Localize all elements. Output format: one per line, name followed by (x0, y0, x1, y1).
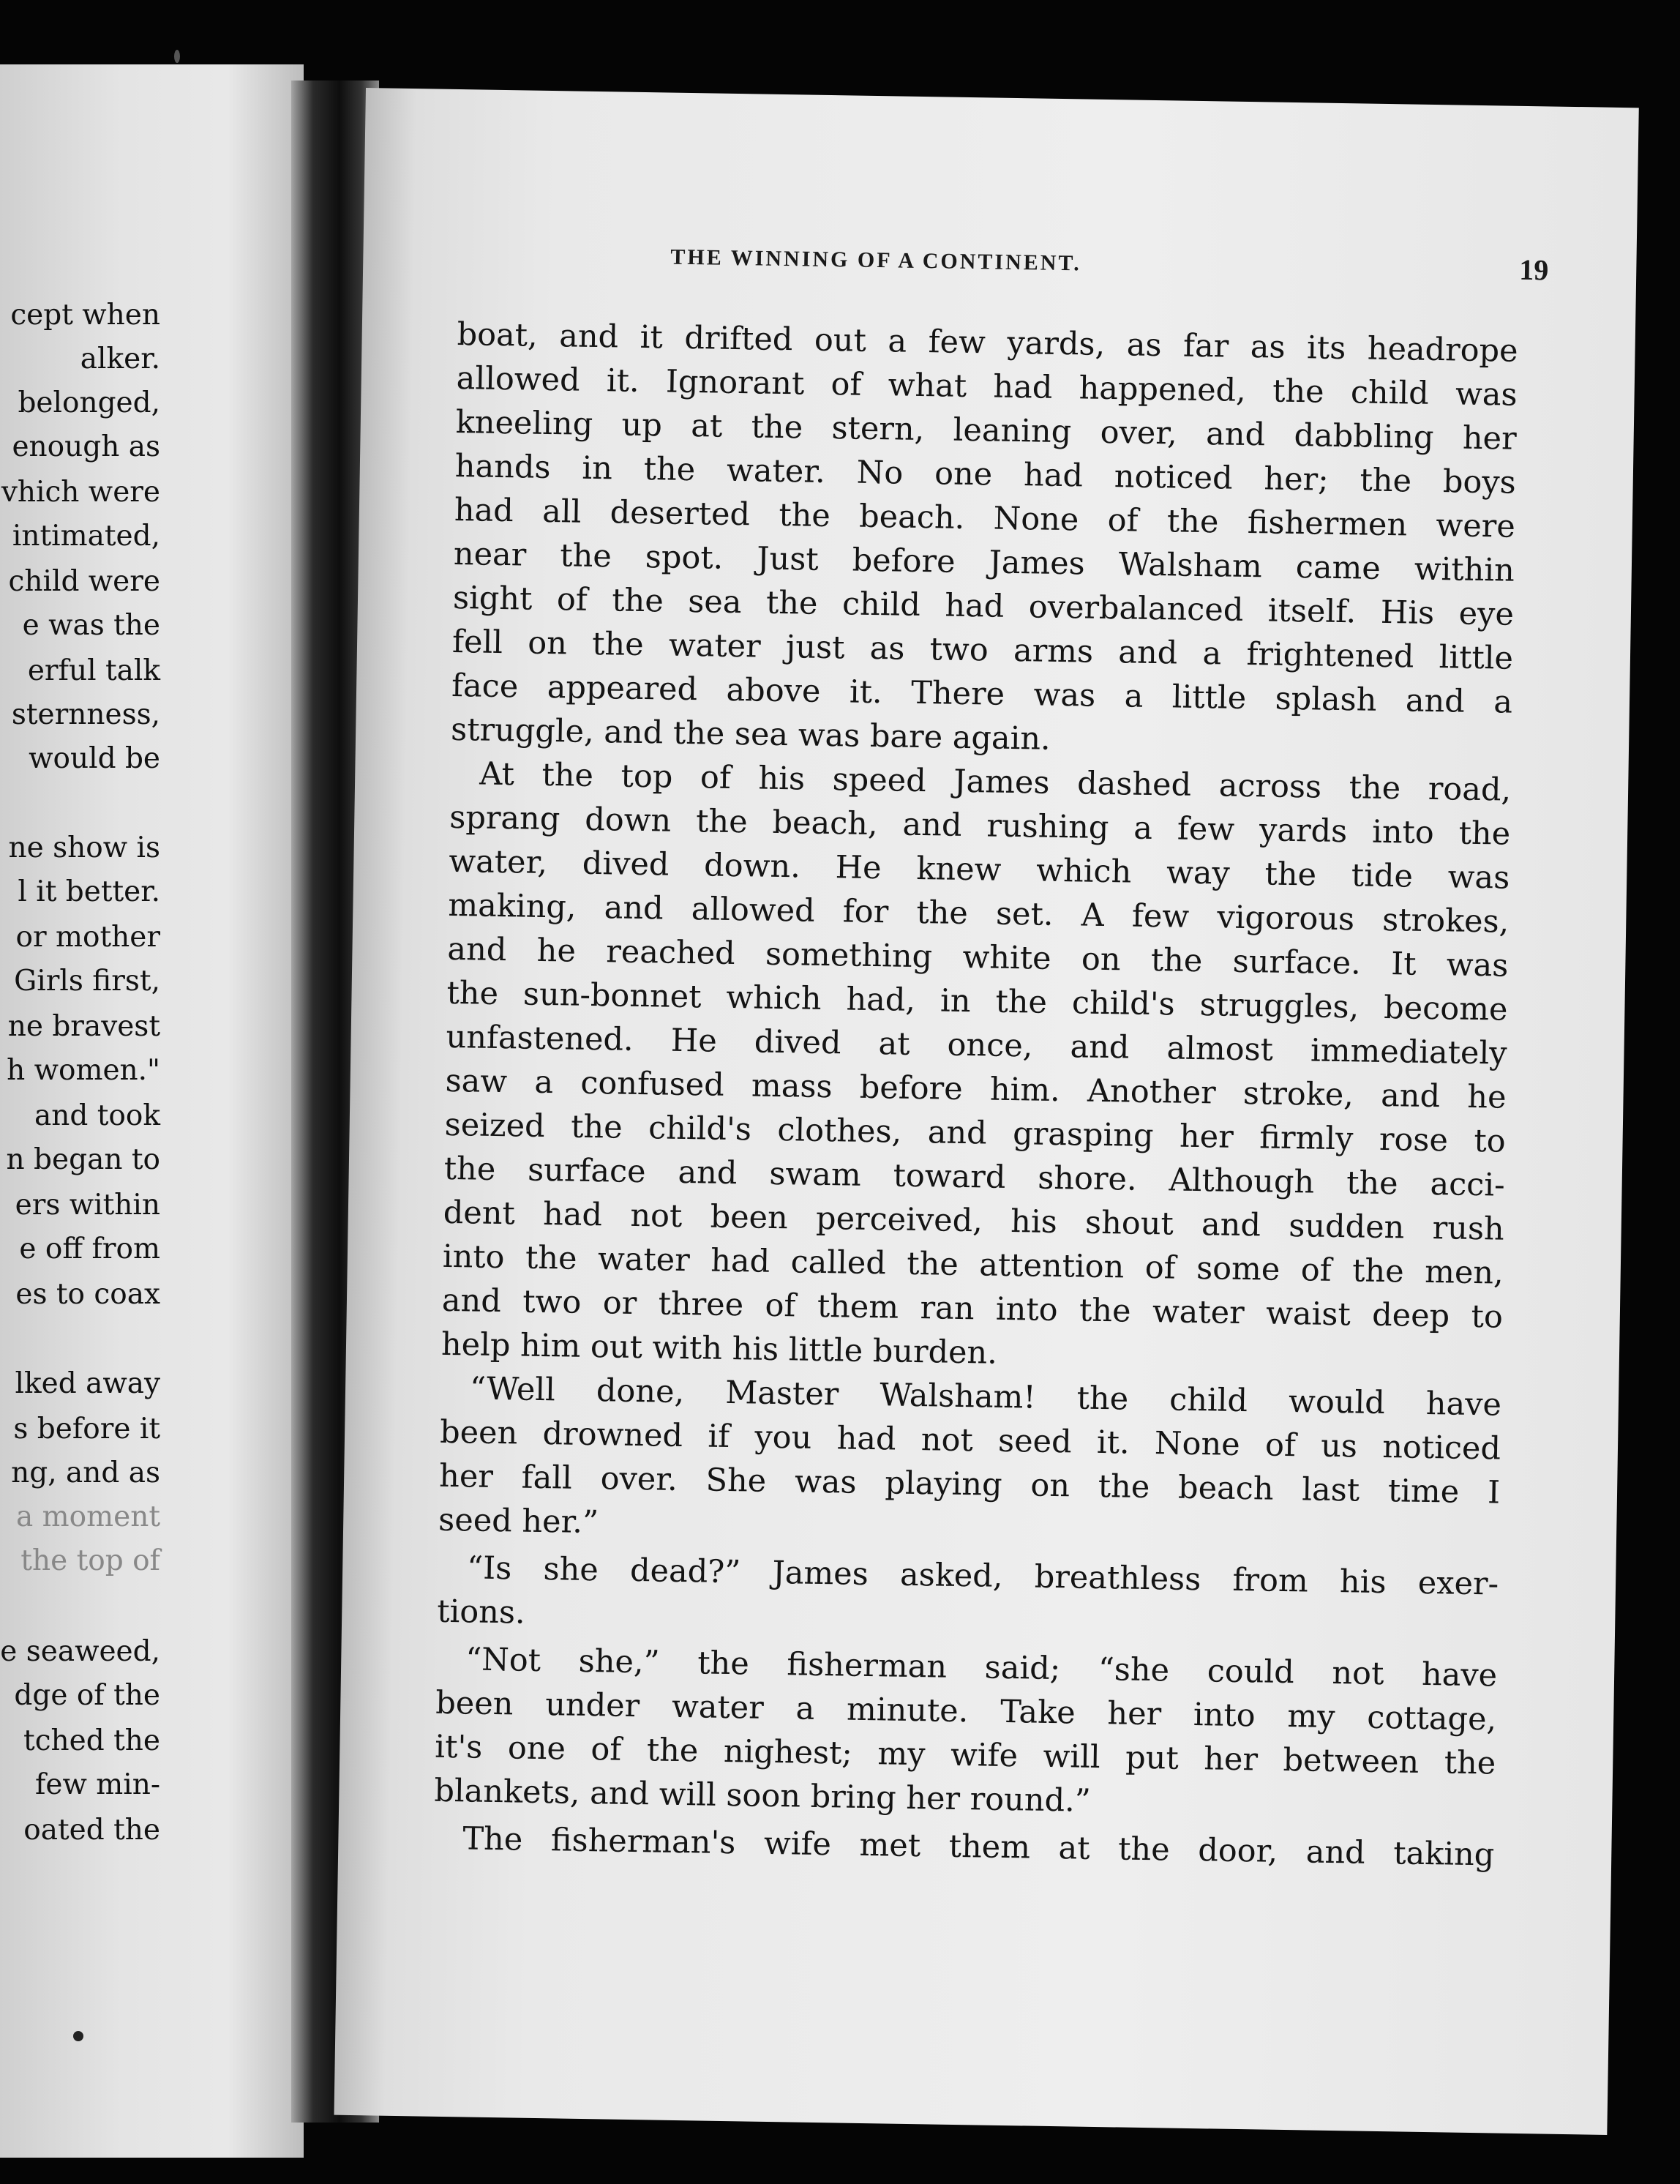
left-page-line: ne show is (8, 831, 160, 864)
left-page-line: l it better. (18, 875, 160, 908)
body-line: the sun-bonnet which had, in the child's struggles, become (446, 974, 1508, 1028)
body-line: had all deserted the beach. None of the fishermen were (454, 491, 1516, 545)
left-page-line: enough as (12, 430, 160, 463)
left-page-line: ng, and as (11, 1456, 160, 1489)
left-page-line: belonged, (18, 386, 160, 419)
body-line: fell on the water just as two arms and a frightened little (451, 623, 1514, 677)
body-line: and he reached something white on the surface. It was (447, 930, 1509, 984)
left-page-line: h women." (7, 1054, 160, 1087)
left-page-line: n began to (6, 1143, 160, 1176)
left-page-line: few min- (34, 1768, 160, 1801)
body-line: seed her.” (438, 1501, 599, 1541)
body-line: near the spot. Just before James Walsham came within (453, 535, 1515, 589)
body-line: and two or three of them ran into the water waist deep to (441, 1282, 1504, 1336)
body-line: struggle, and the sea was bare again. (450, 711, 1051, 758)
left-page-line: vhich were (1, 476, 160, 509)
body-line: kneeling up at the stern, leaning over, and dabbling her (455, 403, 1518, 457)
body-line: water, dived down. He knew which way the tide was (449, 842, 1510, 897)
left-page-line: es to coax (15, 1278, 160, 1311)
left-page-line: would be (29, 742, 160, 775)
left-page-line: sternness, (11, 698, 160, 731)
left-page-line: ne bravest (7, 1010, 160, 1043)
left-page-line: or mother (15, 921, 160, 954)
body-line: “Not she,” the fisherman said; “she could not have (465, 1641, 1498, 1694)
body-line: tions. (436, 1593, 526, 1631)
body-line: unfastened. He dived at once, and almost immediately (446, 1018, 1507, 1072)
body-line: dent had not been perceived, his shout and sudden rush (443, 1194, 1505, 1248)
left-facing-page (0, 64, 304, 2158)
body-line: making, and allowed for the set. A few vigorous strokes, (448, 886, 1510, 940)
left-page-line: dge of the (14, 1679, 160, 1712)
page-number: 19 (1518, 253, 1549, 287)
body-line: hands in the water. No one had noticed her; the boys (454, 447, 1517, 501)
right-page (334, 88, 1638, 2135)
left-page-line: ers within (15, 1189, 160, 1222)
left-page-line: cept when (10, 299, 160, 332)
left-page-line: the top of (20, 1544, 160, 1577)
body-line: been under water a minute. Take her into my cottage, (435, 1684, 1497, 1738)
body-line: At the top of his speed James dashed across the road, (479, 755, 1512, 809)
left-page-line: and took (34, 1099, 160, 1132)
body-line: boat, and it drifted out a few yards, as far as its headrope (457, 316, 1518, 370)
body-line: “Well done, Master Walsham! the child would have (469, 1370, 1502, 1424)
body-line: into the water had called the attention of some of the men, (442, 1238, 1504, 1292)
left-page-line: Girls first, (14, 965, 160, 998)
body-line: saw a confused mass before him. Another stroke, and he (445, 1062, 1507, 1116)
left-page-line: lked away (15, 1367, 160, 1400)
left-page-line: alker. (80, 343, 160, 375)
body-line: allowed it. Ignorant of what had happened, the child was (456, 359, 1518, 414)
running-head: THE WINNING OF A CONTINENT. (670, 244, 1081, 276)
body-line: help him out with his little burden. (440, 1325, 998, 1372)
body-line: The fisherman's wife met them at the door, and taking (462, 1820, 1495, 1874)
left-page-line: e off from (19, 1233, 160, 1265)
left-page-line: tched the (23, 1724, 160, 1757)
scan-speck (73, 2031, 83, 2041)
left-page-line: s before it (13, 1413, 160, 1446)
body-line: face appeared above it. There was a little splash and a (451, 667, 1513, 721)
body-line: “Is she dead?” James asked, breathless from his exer- (466, 1549, 1499, 1603)
body-line: blankets, and will soon bring her round.” (434, 1772, 1092, 1820)
body-line: her fall over. She was playing on the beach last time I (438, 1457, 1501, 1511)
scan-speck (174, 50, 180, 63)
left-page-line: intimated, (12, 520, 160, 553)
body-line: been drowned if you had not seed it. None of us noticed (439, 1413, 1501, 1467)
body-line: seized the child's clothes, and grasping her firmly rose to (444, 1106, 1506, 1160)
left-page-line: e seaweed, (0, 1635, 160, 1668)
left-page-line: oated the (23, 1814, 160, 1847)
left-page-line: child were (8, 565, 160, 598)
body-line: it's one of the nighest; my wife will put her between the (435, 1728, 1496, 1782)
body-line: the surface and swam toward shore. Although the acci- (443, 1150, 1506, 1204)
left-page-line: erful talk (27, 654, 160, 687)
left-page-line: a moment (16, 1500, 160, 1533)
body-line: sprang down the beach, and rushing a few yards into the (449, 799, 1511, 853)
left-page-line: e was the (22, 609, 160, 642)
body-line: sight of the sea the child had overbalanced itself. His eye (452, 579, 1515, 633)
